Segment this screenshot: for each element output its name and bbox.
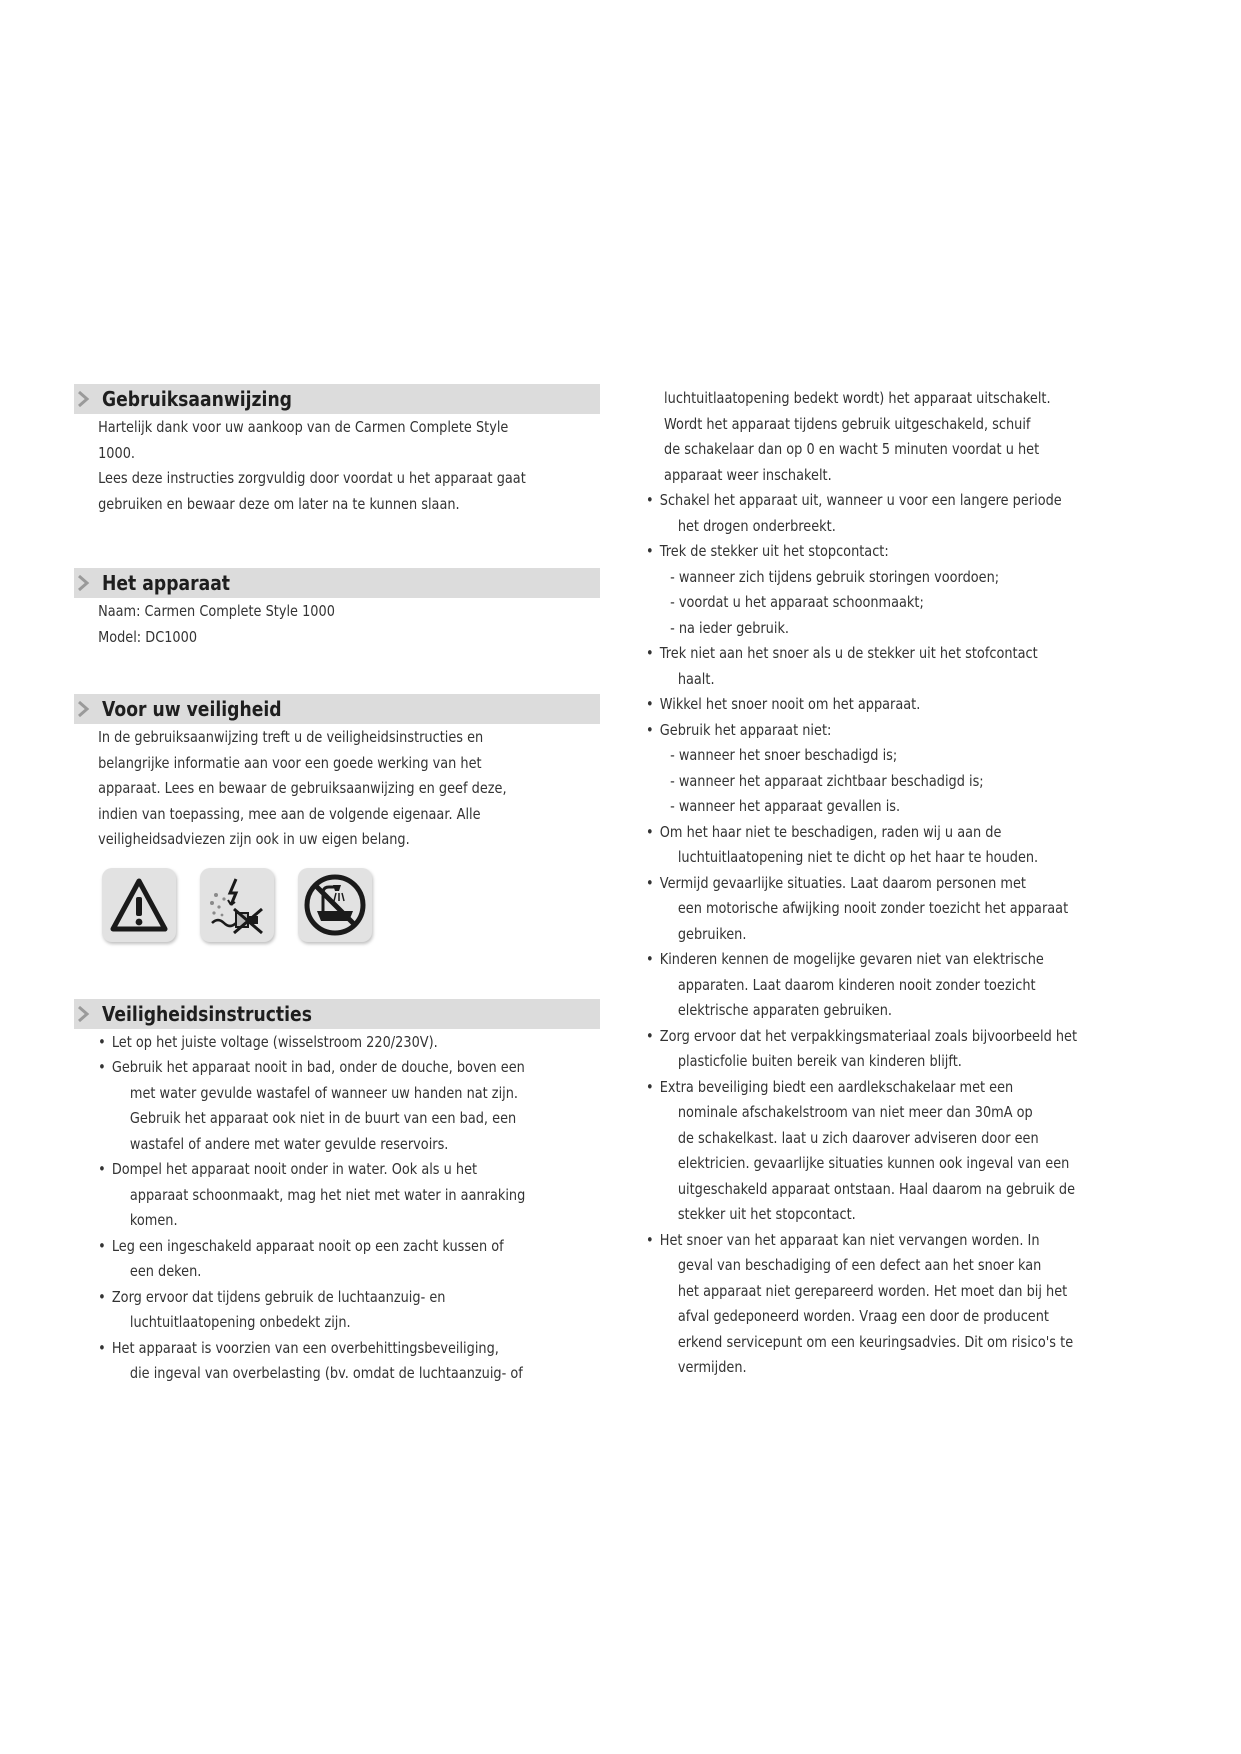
list-item: • Het snoer van het apparaat kan niet vervangen worden. In geval van beschadiging of een defect aan het snoer kan het apparaat niet gerepareerd worden. Het moet dan bij het afval gedeponeerd worden. Vraag een door de producent erkend servicepunt om een keuringsadvies. Dit om risico's te vermijden. — [646, 1228, 1110, 1381]
text-line: indien van toepassing, mee aan de volgende eigenaar. Alle — [98, 804, 481, 823]
list-item: • Kinderen kennen de mogelijke gevaren niet van elektrische apparaten. Laat daarom kinderen nooit zonder toezicht elektrische apparaten gebruiken. — [646, 947, 1110, 1024]
list-item: • Extra beveiliging biedt een aardlekschakelaar met een nominale afschakelstroom van niet meer dan 30mA op de schakelkast. laat u zich daarover adviseren door een elektricien. gevaarlijke situaties kunnen ook ingeval van een uitgeschakeld apparaat ontstaan. Haal daarom na gebruik de stekker uit het stopcontact. — [646, 1075, 1110, 1228]
list-item: • Zorg ervoor dat tijdens gebruik de luchtaanzuig- en luchtuitlaatopening onbedekt zijn. — [98, 1285, 556, 1336]
section-body-voor-uw-veiligheid — [74, 725, 556, 853]
list-item: • Trek niet aan het snoer als u de stekker uit het stofcontact haalt. — [646, 641, 1110, 692]
section-title: Het apparaat — [102, 571, 231, 595]
list-item: • Let op het juiste voltage (wisselstroom 220/230V). — [98, 1030, 556, 1056]
section-header-veiligheidsinstructies — [74, 999, 600, 1029]
text-line: In de gebruiksaanwijzing treft u de veiligheidsinstructies en — [98, 728, 484, 746]
list-item: • Leg een ingeschakeld apparaat nooit op een zacht kussen of een deken. — [98, 1234, 556, 1285]
section-title: Gebruiksaanwijzing — [102, 387, 293, 411]
text-line: 1000. — [98, 443, 136, 462]
warning-triangle-icon — [102, 868, 176, 942]
text-line: veiligheidsadviezen zijn ook in uw eigen belang. — [98, 830, 410, 848]
text-line: Hartelijk dank voor uw aankoop van de Carmen Complete Style — [98, 418, 509, 436]
section-title: Veiligheidsinstructies — [102, 1001, 312, 1026]
chevron-right-icon — [77, 574, 93, 592]
section-header-gebruiksaanwijzing — [74, 384, 600, 414]
right-column — [646, 386, 1106, 1381]
section-header-het-apparaat — [74, 568, 600, 598]
instruction-list-continued — [646, 386, 1110, 1381]
safety-icons — [74, 868, 600, 942]
list-item: • Om het haar niet te beschadigen, raden wij u aan de luchtuitlaatopening niet te dicht op het haar te houden. — [646, 820, 1110, 871]
list-item: • Vermijd gevaarlijke situaties. Laat daarom personen met een motorische afwijking nooit zonder toezicht het apparaat gebruiken. — [646, 871, 1110, 948]
list-item: • Dompel het apparaat nooit onder in water. Ook als u het apparaat schoonmaakt, mag het niet met water in aanraking komen. — [98, 1157, 556, 1234]
chevron-right-icon — [77, 390, 93, 408]
list-item: • Trek de stekker uit het stopcontact: - wanneer zich tijdens gebruik storingen voordoen; - voordat u het apparaat schoonmaakt; - na ieder gebruik. — [646, 539, 1110, 641]
product-name: Naam: Carmen Complete Style 1000 — [98, 602, 335, 620]
section-title: Voor uw veiligheid — [102, 697, 282, 721]
list-item: • Gebruik het apparaat niet: - wanneer het snoer beschadigd is; - wanneer het apparaat zichtbaar beschadigd is; - wanneer het apparaat gevallen is. — [646, 718, 1110, 820]
chevron-right-icon — [77, 700, 93, 718]
continued-text: luchtuitlaatopening bedekt wordt) het apparaat uitschakelt. Wordt het apparaat tijdens gebruik uitgeschakeld, schuif de schakelaar dan op 0 en wacht 5 minuten voordat u het apparaat weer inschakelt. — [664, 389, 1051, 484]
text-line: belangrijke informatie aan voor een goede werking van het — [98, 753, 482, 772]
list-item: • Zorg ervoor dat het verpakkingsmateriaal zoals bijvoorbeeld het plasticfolie buiten bereik van kinderen blijft. — [646, 1024, 1110, 1075]
chevron-right-icon — [77, 1005, 93, 1023]
text-line: gebruiken en bewaar deze om later na te kunnen slaan. — [98, 494, 460, 513]
list-item: • Het apparaat is voorzien van een overbehittingsbeveiliging, die ingeval van overbelasting (bv. omdat de luchtaanzuig- of — [98, 1336, 556, 1387]
list-item: • Schakel het apparaat uit, wanneer u voor een langere periode het drogen onderbreekt. — [646, 488, 1110, 539]
no-water-spray-icon — [200, 868, 274, 942]
section-body-gebruiksaanwijzing — [74, 415, 556, 517]
list-item: • Wikkel het snoer nooit om het apparaat. — [646, 692, 1110, 718]
left-column — [74, 384, 600, 1387]
text-line: apparaat. Lees en bewaar de gebruiksaanwijzing en geef deze, — [98, 779, 507, 797]
section-body-veiligheidsinstructies — [74, 1030, 556, 1387]
instruction-list — [98, 1030, 556, 1387]
section-header-voor-uw-veiligheid — [74, 694, 600, 724]
instruction-list — [646, 488, 1110, 1381]
product-model: Model: DC1000 — [98, 627, 198, 646]
section-body-het-apparaat — [74, 599, 556, 650]
no-bath-shower-icon — [298, 868, 372, 942]
list-item: • Gebruik het apparaat nooit in bad, onder de douche, boven een met water gevulde wastafel of wanneer uw handen nat zijn. Gebruik het apparaat ook niet in de buurt van een bad, een wastafel of andere met water gevulde reservoirs. — [98, 1055, 556, 1157]
text-line: Lees deze instructies zorgvuldig door voordat u het apparaat gaat — [98, 469, 526, 487]
